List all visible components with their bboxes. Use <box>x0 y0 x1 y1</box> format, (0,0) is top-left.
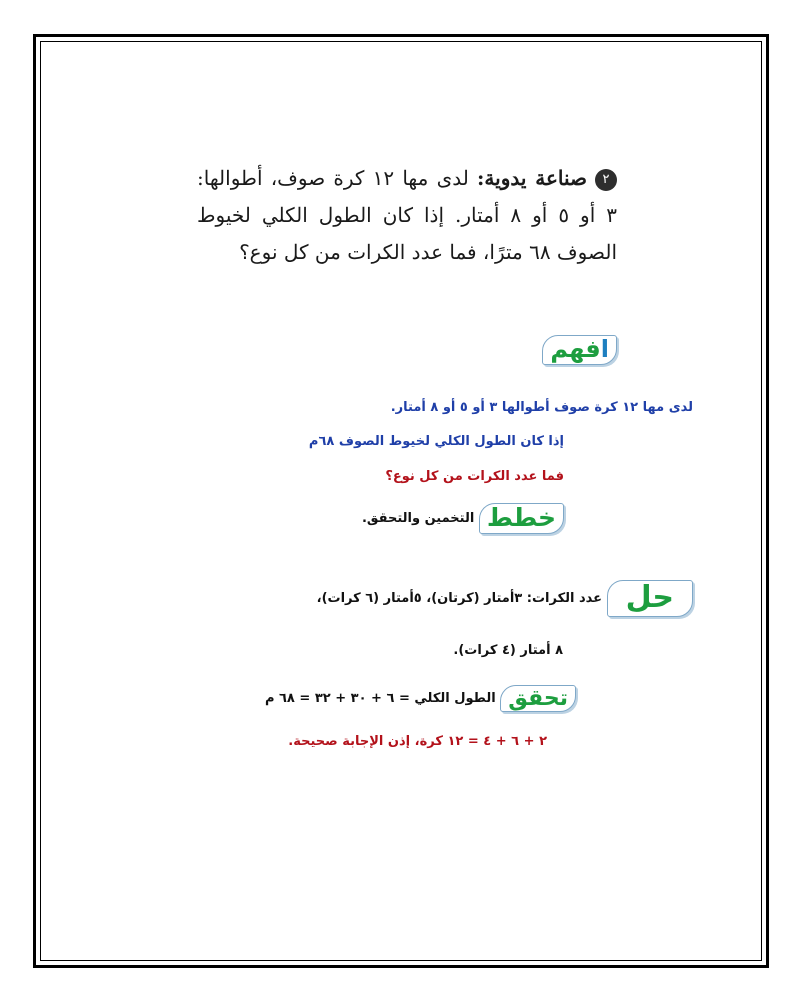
plan-label: خطط <box>479 503 564 534</box>
plan-text: التخمين والتحقق. <box>361 510 475 526</box>
solve-line-2: ٨ أمتار (٤ كرات). <box>453 643 563 658</box>
question-number-badge: ٢ <box>595 169 617 191</box>
problem-text: لدى مها ١٢ كرة صوف، أطوالها: ٣ أو ٥ أو ٨ أمتار. إذا كان الطول الكلي لخيوط الصوف ٦٨ مترًا، فما عدد الكرات من كل نوع؟ <box>197 166 618 264</box>
check-line-1: الطول الكلي = ٦ + ٣٠ + ٣٢ = ٦٨ م <box>264 691 496 707</box>
solve-line-1: عدد الكرات: ٣أمتار (كرتان)، ٥أمتار (٦ كرات)، <box>316 590 603 606</box>
understand-line-1: لدى مها ١٢ كرة صوف أطوالها ٣ أو ٥ أو ٨ أمتار. <box>390 400 693 415</box>
understand-section <box>542 335 617 365</box>
solve-label: حل <box>607 580 693 617</box>
problem-topic: صناعة يدوية: <box>477 166 587 190</box>
check-label: تحقق <box>500 685 576 712</box>
understand-label: افهم <box>542 335 617 365</box>
problem-statement <box>197 160 617 271</box>
plan-section <box>362 503 564 534</box>
check-line-2: ٢ + ٦ + ٤ = ١٢ كرة، إذن الإجابة صحيحة. <box>288 734 547 749</box>
understand-line-2: إذا كان الطول الكلي لخيوط الصوف ٦٨م <box>308 434 564 449</box>
check-section <box>265 685 576 712</box>
understand-question: فما عدد الكرات من كل نوع؟ <box>385 469 564 484</box>
solve-section <box>317 580 693 617</box>
